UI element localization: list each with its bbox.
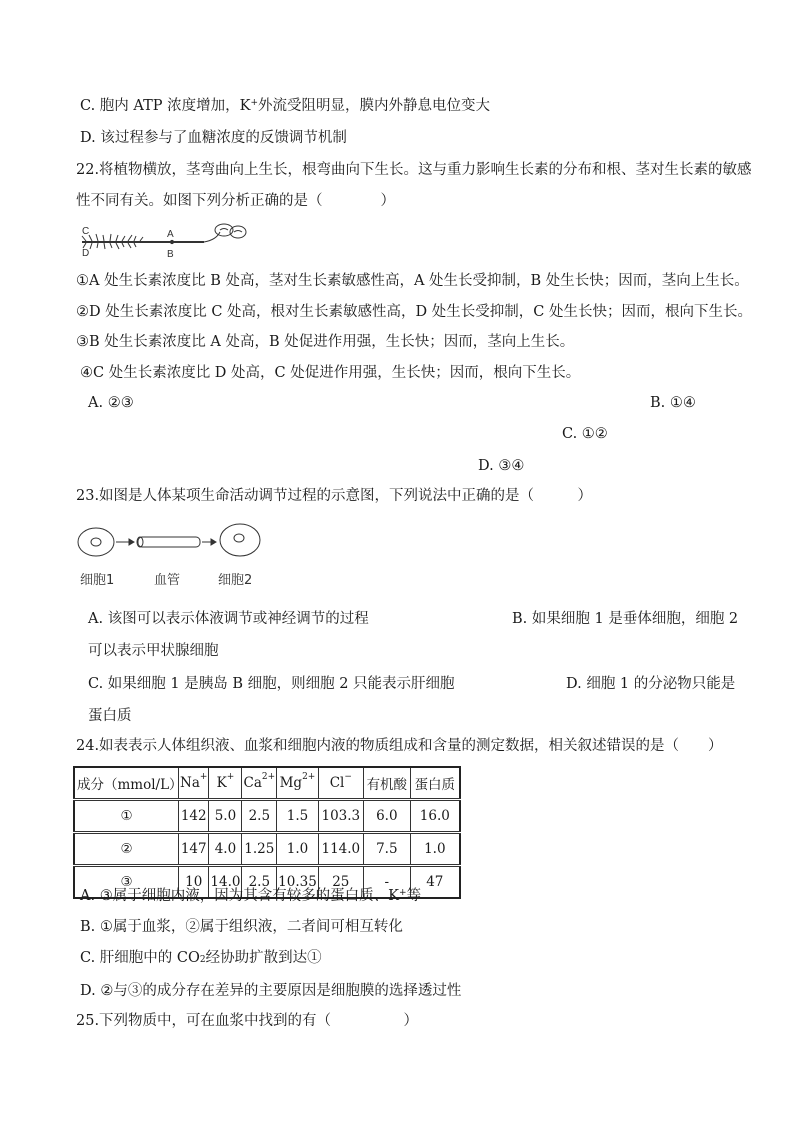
q23-option-a: A. 该图可以表示体液调节或神经调节的过程 bbox=[88, 611, 369, 627]
table-header-cell: Cl− bbox=[318, 767, 363, 800]
q23-option-b-line2: 可以表示甲状腺细胞 bbox=[88, 643, 219, 659]
fig-label-b: B bbox=[167, 249, 174, 260]
table-cell: 6.0 bbox=[363, 800, 410, 833]
q23-option-d-line2: 蛋白质 bbox=[88, 708, 132, 724]
q23-option-c: C. 如果细胞 1 是胰岛 B 细胞，则细胞 2 只能表示肝细胞 bbox=[88, 676, 455, 692]
q25-stem: 25.下列物质中，可在血浆中找到的有（ ） bbox=[76, 1013, 419, 1029]
table-cell: 25 bbox=[318, 866, 363, 899]
q22-option-d: D. ③④ bbox=[478, 458, 525, 474]
table-cell: 10.35 bbox=[277, 866, 319, 899]
q23-option-d-line1: D. 细胞 1 的分泌物只能是 bbox=[566, 676, 736, 692]
q24-option-c: C. 肝细胞中的 $CO_2$经协助扩散到达① bbox=[80, 950, 322, 966]
table-cell: 1.25 bbox=[242, 833, 277, 866]
q24-stem: 24.如表表示人体组织液、血浆和细胞内液的物质组成和含量的测定数据，相关叙述错误的是（ ） bbox=[76, 738, 723, 754]
table-cell: 10 bbox=[179, 866, 209, 899]
table-cell: 103.3 bbox=[318, 800, 363, 833]
table-cell: 5.0 bbox=[209, 800, 242, 833]
q24-option-a: A. ③属于细胞内液，因为其含有较多的蛋白质、K+等 bbox=[80, 888, 422, 904]
q21-option-d: D. 该过程参与了血糖浓度的反馈调节机制 bbox=[80, 130, 347, 146]
table-cell: 16.0 bbox=[410, 800, 460, 833]
table-cell: 14.0 bbox=[209, 866, 242, 899]
table-cell: 47 bbox=[410, 866, 460, 899]
table-cell: 2.5 bbox=[242, 866, 277, 899]
table-header-cell: $Ca^{2+}$ bbox=[242, 767, 277, 800]
q22-stem-line1: 22.将植物横放，茎弯曲向上生长，根弯曲向下生长。这与重力影响生长素的分布和根、茎对生长素的敏感 bbox=[76, 162, 752, 178]
table-cell: 2.5 bbox=[242, 800, 277, 833]
plant-figure bbox=[76, 220, 252, 260]
fig-label-cell2: 细胞2 bbox=[218, 573, 253, 588]
q22-statement-4: ④C 处生长素浓度比 D 处高，C 处促进作用强，生长快；因而，根向下生长。 bbox=[80, 365, 581, 381]
table-header-cell: 成分（mmol/L） bbox=[74, 767, 179, 800]
q22-statement-3: ③B 处生长素浓度比 A 处高，B 处促进作用强，生长快；因而，茎向上生长。 bbox=[76, 334, 575, 350]
table-header-cell: K+ bbox=[209, 767, 242, 800]
q22-statement-2: ②D 处生长素浓度比 C 处高，根对生长素敏感性高，D 处生长受抑制，C 处生长快；因而，根向下生长。 bbox=[76, 304, 752, 320]
table-header-cell: $Mg^{2+}$ bbox=[277, 767, 319, 800]
q22-option-a: A. ②③ bbox=[88, 395, 134, 411]
table-header-cell: 有机酸 bbox=[363, 767, 410, 800]
table-cell: 147 bbox=[179, 833, 209, 866]
table-header-row bbox=[74, 767, 460, 800]
fig-label-a: A bbox=[167, 229, 174, 240]
q22-stem-line2: 性不同有关。如图下列分析正确的是（ ） bbox=[76, 193, 395, 209]
table-cell: 1.0 bbox=[410, 833, 460, 866]
table-cell: ① bbox=[74, 800, 179, 833]
table-cell: ③ bbox=[74, 866, 179, 899]
table-cell: 1.5 bbox=[277, 800, 319, 833]
q22-option-b: B. ①④ bbox=[650, 395, 696, 411]
q24-option-d: D. ②与③的成分存在差异的主要原因是细胞膜的选择透过性 bbox=[80, 983, 462, 999]
table-cell: 7.5 bbox=[363, 833, 410, 866]
q23-option-b-line1: B. 如果细胞 1 是垂体细胞，细胞 2 bbox=[512, 611, 739, 627]
table-header-cell: Na+ bbox=[179, 767, 209, 800]
q22-option-c: C. ①② bbox=[562, 426, 608, 442]
q24-option-b: B. ①属于血浆，②属于组织液，二者间可相互转化 bbox=[80, 919, 403, 935]
q23-stem: 23.如图是人体某项生命活动调节过程的示意图，下列说法中正确的是（ ） bbox=[76, 488, 593, 504]
table-cell: 1.0 bbox=[277, 833, 319, 866]
table-cell: ② bbox=[74, 833, 179, 866]
table-cell: - bbox=[363, 866, 410, 899]
fig-label-c: C bbox=[82, 226, 90, 237]
fig-label-d: D bbox=[82, 248, 90, 259]
regulation-figure bbox=[76, 522, 276, 588]
composition-table bbox=[73, 766, 461, 899]
fig-label-vessel: 血管 bbox=[154, 573, 181, 588]
table-row bbox=[74, 833, 460, 866]
fig-label-cell1: 细胞1 bbox=[80, 573, 115, 588]
table-cell: 142 bbox=[179, 800, 209, 833]
table-row bbox=[74, 800, 460, 833]
table-cell: 114.0 bbox=[318, 833, 363, 866]
q22-statement-1: ①A 处生长素浓度比 B 处高，茎对生长素敏感性高，A 处生长受抑制，B 处生长快；因而，茎向上生长。 bbox=[76, 273, 749, 289]
table-header-cell: 蛋白质 bbox=[410, 767, 460, 800]
q21-option-c: C. 胞内 ATP 浓度增加，K+外流受阻明显，膜内外静息电位变大 bbox=[80, 98, 490, 114]
table-cell: 4.0 bbox=[209, 833, 242, 866]
